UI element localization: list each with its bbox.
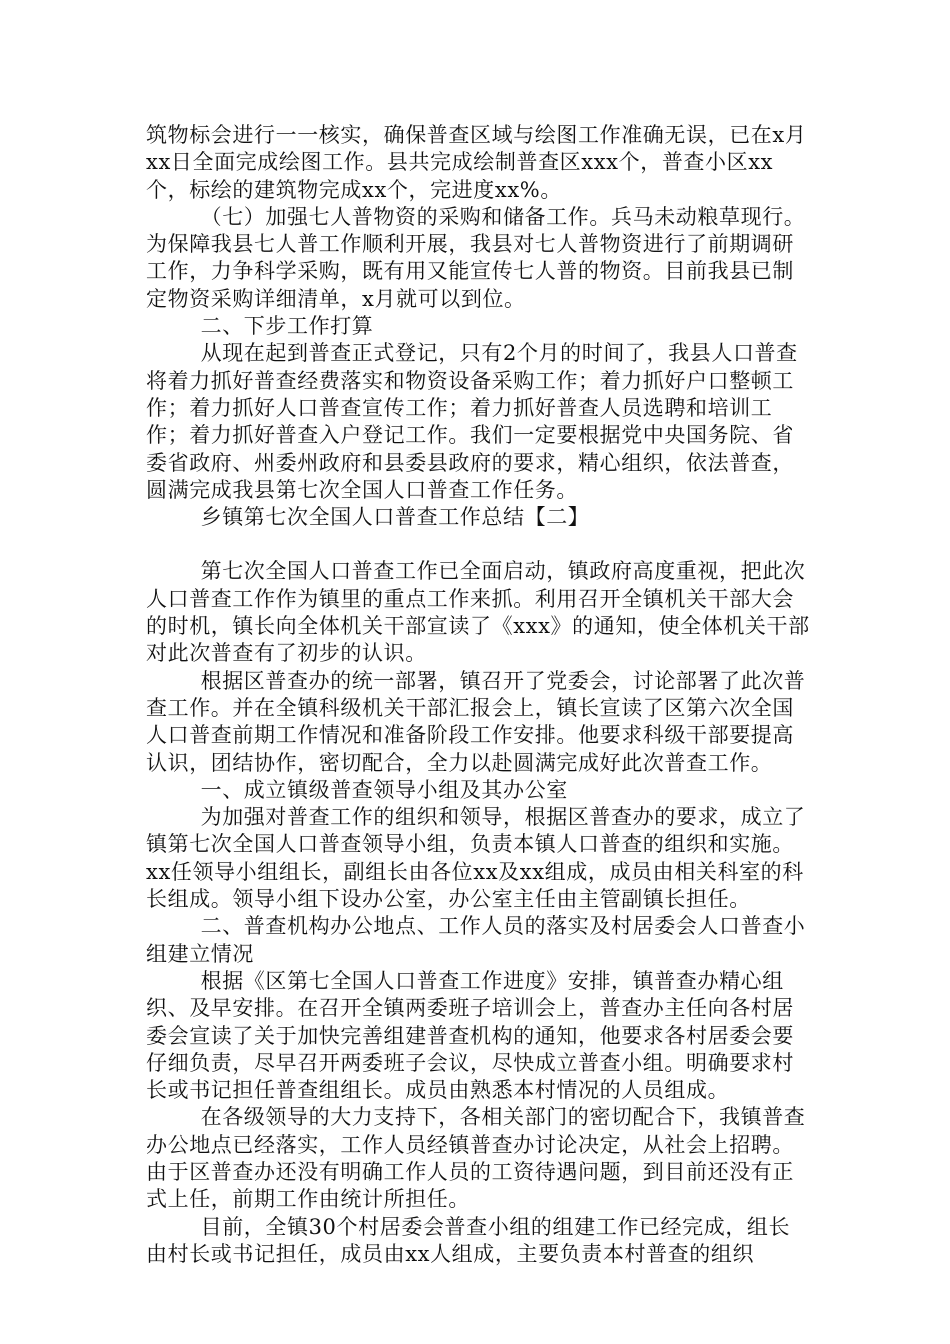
blank-line <box>146 531 810 558</box>
paragraph-continuation: 筑物标会进行一一核实，确保普查区域与绘图工作准确无误，已在x月xx日全面完成绘图工作。县共完成绘制普查区xxx个，普查小区xx个，标绘的建筑物完成xx个，完进度xx%。 <box>146 123 807 202</box>
paragraph-schedule: 根据《区第七全国人口普查工作进度》安排，镇普查办精心组织、及早安排。在召开全镇两委班子培训会上，普查办主任向各村居委会宣读了关于加快完善组建普查机构的通知，他要求各村居委会要仔细负责，尽早召开两委班子会议，尽快成立普查小组。明确要求村长或书记担任普查组组长。成员由熟悉本村情况的人员组成。 <box>146 968 794 1103</box>
paragraph-launch: 第七次全国人口普查工作已全面启动，镇政府高度重视，把此次人口普查工作作为镇里的重点工作来抓。利用召开全镇机关干部大会的时机，镇长向全体机关干部宣读了《xxx》的通知，使全体机关干部对此次普查有了初步的认识。 <box>146 559 810 666</box>
section-title-part-two: 乡镇第七次全国人口普查工作总结【二】 <box>200 505 590 530</box>
heading-leading-group: 一、成立镇级普查领导小组及其办公室 <box>200 777 568 802</box>
paragraph-materials: （七）加强七人普物资的采购和储备工作。兵马未动粮草现行。为保障我县七人普工作顺利开展，我县对七人普物资进行了前期调研工作，力争科学采购，既有用又能宣传七人普的物资。目前我县已制定物资采购详细清单，x月就可以到位。 <box>146 204 806 311</box>
paragraph-plan: 从现在起到普查正式登记，只有2个月的时间了，我县人口普查将着力抓好普查经费落实和物资设备采购工作；着力抓好户口整顿工作；着力抓好人口普查宣传工作；着力抓好普查人员选聘和培训工作；着力抓好普查入户登记工作。我们一定要根据党中央国务院、省委省政府、州委州政府和县委县政府的要求，精心组织，依法普查，圆满完成我县第七次全国人口普查工作任务。 <box>146 341 798 502</box>
paragraph-leading-group: 为加强对普查工作的组织和领导，根据区普查办的要求，成立了镇第七次全国人口普查领导小组，负责本镇人口普查的组织和实施。xx任领导小组组长，副组长由各位xx及xx组成，成员由相关科室的科长组成。领导小组下设办公室，办公室主任由主管副镇长担任。 <box>146 805 806 912</box>
document-body <box>146 122 810 1268</box>
paragraph-deployment: 根据区普查办的统一部署，镇召开了党委会，讨论部署了此次普查工作。并在全镇科级机关干部汇报会上，镇长宣读了区第六次全国人口普查前期工作情况和准备阶段工作安排。他要求科级干部要提高认识，团结协作，密切配合，全力以赴圆满完成好此次普查工作。 <box>146 668 806 775</box>
heading-office-staff: 二、普查机构办公地点、工作人员的落实及村居委会人口普查小组建立情况 <box>146 914 806 966</box>
heading-next-steps: 二、下步工作打算 <box>200 314 374 339</box>
paragraph-support: 在各级领导的大力支持下，各相关部门的密切配合下，我镇普查办公地点已经落实，工作人员经镇普查办讨论决定，从社会上招聘。由于区普查办还没有明确工作人员的工资待遇问题，到目前还没有正式上任，前期工作由统计所担任。 <box>146 1105 806 1212</box>
paragraph-current-status: 目前，全镇30个村居委会普查小组的组建工作已经完成，组长由村长或书记担任，成员由xx人组成，主要负责本村普查的组织 <box>146 1214 791 1266</box>
